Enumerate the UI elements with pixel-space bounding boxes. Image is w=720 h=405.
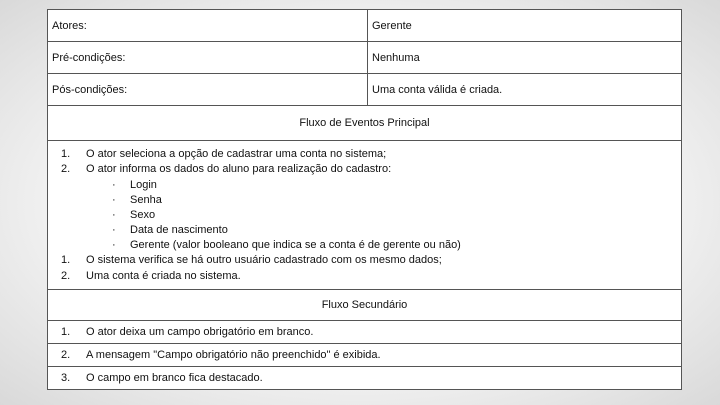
main-flow-step bbox=[52, 162, 677, 177]
data-field-text: Senha bbox=[130, 193, 162, 206]
step-text: O sistema verifica se há outro usuário cadastrado com os mesmo dados; bbox=[86, 254, 442, 267]
data-field-item bbox=[52, 178, 677, 193]
secondary-flow-heading-row bbox=[48, 290, 682, 321]
data-field-item bbox=[52, 193, 677, 208]
step-text: O ator deixa um campo obrigatório em branco. bbox=[86, 326, 314, 338]
main-flow-heading: Fluxo de Eventos Principal bbox=[48, 106, 682, 141]
main-flow-heading-row bbox=[48, 106, 682, 141]
bullet-icon: · bbox=[112, 239, 116, 252]
main-flow-step bbox=[52, 147, 677, 162]
preconditions-label: Pré-condições: bbox=[48, 42, 368, 74]
postconditions-value: Uma conta válida é criada. bbox=[368, 74, 682, 106]
step-number: 2. bbox=[61, 269, 71, 282]
data-field-item bbox=[52, 223, 677, 238]
secondary-flow-row bbox=[48, 367, 682, 390]
data-field-text: Login bbox=[130, 178, 157, 191]
data-field-text: Data de nascimento bbox=[130, 224, 228, 237]
step-text: O campo em branco fica destacado. bbox=[86, 372, 263, 384]
data-field-text: Sexo bbox=[130, 208, 156, 221]
info-row-actors bbox=[48, 10, 682, 42]
info-row-preconditions bbox=[48, 42, 682, 74]
step-number: 2. bbox=[61, 349, 71, 361]
actors-label: Atores: bbox=[48, 10, 368, 42]
secondary-flow-step bbox=[48, 367, 682, 390]
bullet-icon: · bbox=[112, 224, 116, 237]
main-flow-body-row bbox=[48, 141, 682, 290]
main-flow-step bbox=[52, 269, 677, 284]
info-row-postconditions bbox=[48, 74, 682, 106]
step-number: 1. bbox=[61, 326, 71, 338]
step-text: O ator informa os dados do aluno para realização do cadastro: bbox=[86, 163, 392, 176]
step-number: 1. bbox=[61, 148, 71, 161]
step-number: 3. bbox=[61, 372, 71, 384]
step-text: O ator seleciona a opção de cadastrar uma conta no sistema; bbox=[86, 148, 387, 161]
main-flow-body bbox=[48, 141, 682, 290]
secondary-flow-step bbox=[48, 344, 682, 367]
step-number: 2. bbox=[61, 163, 71, 176]
bullet-icon: · bbox=[112, 178, 116, 191]
bullet-icon: · bbox=[112, 208, 116, 221]
step-text: Uma conta é criada no sistema. bbox=[86, 269, 241, 282]
step-text: A mensagem "Campo obrigatório não preenchido" é exibida. bbox=[86, 349, 381, 361]
secondary-flow-heading: Fluxo Secundário bbox=[48, 290, 682, 321]
actors-value: Gerente bbox=[368, 10, 682, 42]
secondary-flow-row bbox=[48, 344, 682, 367]
main-flow-step bbox=[52, 253, 677, 268]
preconditions-value: Nenhuma bbox=[368, 42, 682, 74]
secondary-flow-row bbox=[48, 321, 682, 344]
bullet-icon: · bbox=[112, 193, 116, 206]
data-field-item bbox=[52, 208, 677, 223]
postconditions-label: Pós-condições: bbox=[48, 74, 368, 106]
secondary-flow-step bbox=[48, 321, 682, 344]
data-field-text: Gerente (valor booleano que indica se a conta é de gerente ou não) bbox=[130, 239, 461, 252]
data-field-item bbox=[52, 238, 677, 253]
use-case-table bbox=[47, 9, 682, 390]
step-number: 1. bbox=[61, 254, 71, 267]
